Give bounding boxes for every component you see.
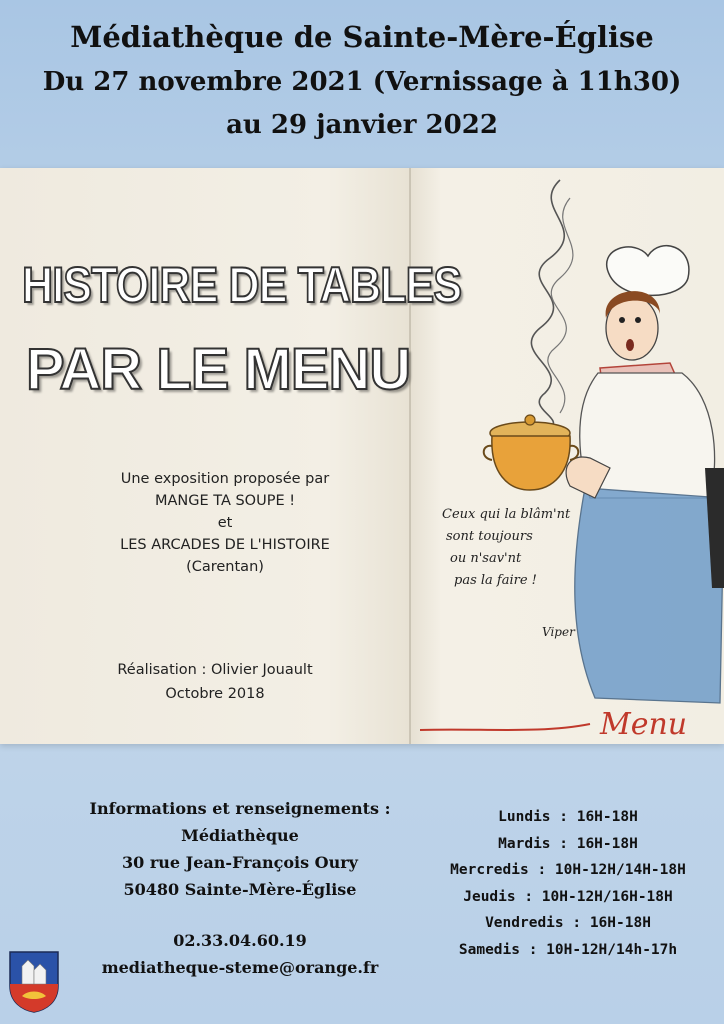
cook-eye-left	[619, 317, 625, 323]
info-email: mediatheque-steme@orange.fr	[101, 958, 379, 977]
poster-header	[0, 14, 724, 146]
menu-card-image	[0, 168, 724, 744]
credits-city: (Carentan)	[186, 559, 264, 575]
date-end: au 29 janvier 2022	[226, 110, 498, 140]
info-block	[70, 795, 410, 981]
menu-underline	[420, 724, 590, 730]
exhibition-title-line1: HISTOIRE DE TABLES	[22, 257, 462, 313]
realisation-block	[60, 658, 370, 706]
realisation-date: Octobre 2018	[165, 686, 265, 702]
realisation-author: Réalisation : Olivier Jouault	[117, 662, 313, 678]
cook-apron	[575, 488, 724, 703]
handwritten-line-4: pas la faire !	[454, 573, 537, 588]
chef-hat	[607, 246, 689, 296]
hours-wednesday: Mercredis : 10H-12H/14H-18H	[450, 862, 686, 878]
menu-word: Menu	[600, 707, 688, 742]
info-heading: Informations et renseignements :	[89, 799, 391, 818]
credits-org2: LES ARCADES DE L'HISTOIRE	[120, 537, 330, 553]
cook-mouth	[626, 339, 634, 351]
hours-monday: Lundis : 16H-18H	[498, 809, 638, 825]
cook-eye-right	[635, 317, 641, 323]
menu-fold-line	[409, 168, 411, 744]
credits-and: et	[217, 515, 233, 531]
handwritten-line-2: sont toujours	[446, 529, 533, 544]
soup-pot-knob	[525, 415, 535, 425]
hours-saturday: Samedis : 10H-12H/14h-17h	[458, 941, 678, 958]
cook-illustration	[420, 168, 724, 744]
town-crest-icon	[8, 950, 60, 1014]
soup-pot-body	[492, 436, 570, 490]
date-start: Du 27 novembre 2021 (Vernissage à 11h30)	[42, 67, 682, 97]
info-place: Médiathèque	[181, 826, 299, 845]
info-city: 50480 Sainte-Mère-Église	[123, 880, 357, 899]
exhibition-credits	[60, 468, 390, 578]
handwritten-line-1: Ceux qui la blâm'nt	[442, 507, 571, 522]
soup-pot-handle-left	[484, 446, 492, 460]
exhibition-title-line2: PAR LE MENU	[26, 337, 411, 402]
steam-swirl	[531, 180, 564, 428]
info-street: 30 rue Jean-François Oury	[122, 853, 358, 872]
hours-tuesday: Mardis : 16H-18H	[498, 835, 638, 852]
opening-hours	[412, 804, 724, 963]
hours-thursday: Jeudis : 10H-12H/16H-18H	[463, 888, 673, 905]
artist-signature: Viper	[542, 625, 575, 639]
credits-intro: Une exposition proposée par	[120, 471, 330, 487]
credits-org1: MANGE TA SOUPE !	[154, 493, 296, 509]
hours-friday: Vendredis : 16H-18H	[485, 915, 651, 931]
venue-title: Médiathèque de Sainte-Mère-Église	[70, 20, 654, 54]
info-phone: 02.33.04.60.19	[173, 931, 307, 950]
handwritten-line-3: ou n'sav'nt	[450, 551, 522, 566]
